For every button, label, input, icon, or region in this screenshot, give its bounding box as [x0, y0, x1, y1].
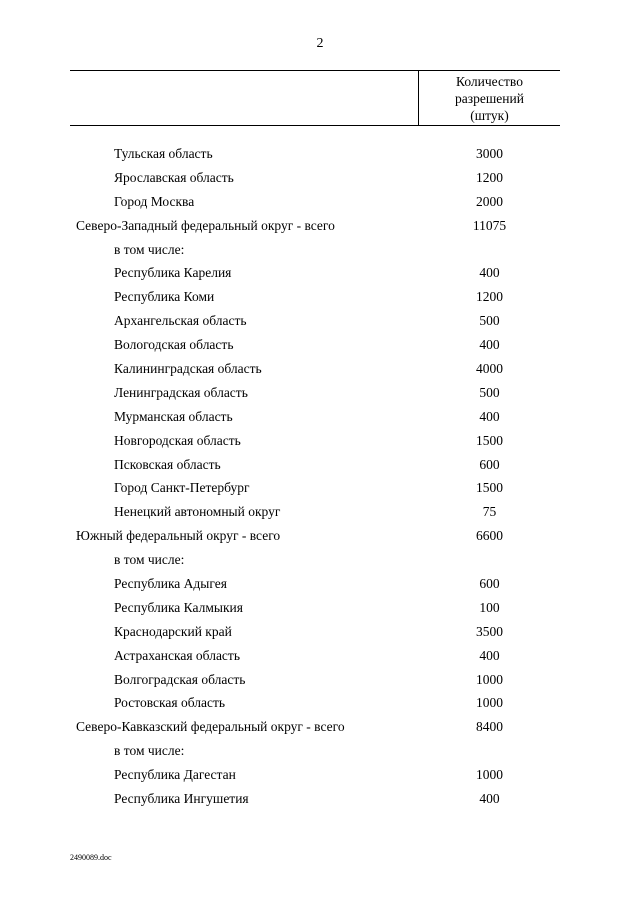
permit-count: 75 — [482, 504, 497, 520]
table-row — [70, 691, 560, 715]
table-row — [70, 572, 560, 596]
permit-count: 400 — [479, 408, 500, 424]
region-name: Республика Калмыкия — [114, 599, 243, 615]
permit-count: 400 — [479, 337, 500, 353]
permit-count: 1000 — [476, 695, 503, 711]
table-header — [70, 70, 560, 126]
region-name: Город Москва — [114, 193, 195, 209]
region-name: Республика Ингушетия — [114, 791, 249, 807]
table-row — [70, 238, 560, 262]
table-row — [70, 476, 560, 500]
region-name: в том числе: — [114, 743, 185, 759]
region-name: Ленинградская область — [114, 384, 248, 400]
page-number: 2 — [316, 36, 324, 51]
permit-count: 100 — [479, 599, 500, 615]
table-row — [70, 381, 560, 405]
column-title-line: разрешений — [455, 91, 524, 106]
permit-count: 1500 — [476, 480, 503, 496]
region-name: Северо-Западный федеральный округ - всего — [76, 217, 335, 233]
permit-count: 1000 — [476, 767, 503, 783]
region-name: Ростовская область — [114, 695, 225, 711]
permit-count: 400 — [479, 791, 500, 807]
table-body — [70, 142, 560, 811]
table-row — [70, 524, 560, 548]
footer-filename: 2490089.doc — [70, 853, 112, 862]
table-row — [70, 333, 560, 357]
region-name: Республика Карелия — [114, 265, 232, 281]
region-name: Республика Адыгея — [114, 576, 227, 592]
permit-count: 11075 — [472, 217, 507, 233]
table-row — [70, 285, 560, 309]
permit-count: 600 — [479, 576, 500, 592]
permit-count: 6600 — [476, 528, 503, 544]
table-row — [70, 405, 560, 429]
permit-count: 4000 — [476, 361, 503, 377]
permit-count: 3500 — [476, 623, 503, 639]
column-title-line: (штук) — [470, 108, 509, 123]
table-row — [70, 261, 560, 285]
table-row — [70, 357, 560, 381]
permit-count: 1500 — [476, 432, 503, 448]
table-row — [70, 142, 560, 166]
table-row — [70, 668, 560, 692]
table-row — [70, 620, 560, 644]
permit-count: 400 — [479, 647, 500, 663]
table-row — [70, 644, 560, 668]
table-row — [70, 166, 560, 190]
region-name: Астраханская область — [114, 647, 240, 663]
table-row — [70, 739, 560, 763]
region-name: Южный федеральный округ - всего — [76, 528, 281, 544]
region-name: Вологодская область — [114, 337, 234, 353]
region-name: Ненецкий автономный округ — [114, 504, 281, 520]
table-row — [70, 715, 560, 739]
permit-count: 500 — [479, 384, 500, 400]
permit-count: 400 — [479, 265, 500, 281]
permit-count: 3000 — [476, 146, 503, 161]
table-row — [70, 214, 560, 238]
table-row — [70, 596, 560, 620]
permit-count: 8400 — [476, 719, 503, 735]
permit-count: 1200 — [476, 289, 503, 305]
region-name: Ярославская область — [114, 169, 234, 185]
region-name: Новгородская область — [114, 432, 241, 448]
region-name: Архангельская область — [114, 313, 247, 329]
region-name: Республика Дагестан — [114, 767, 236, 783]
table-row — [70, 453, 560, 477]
table-row — [70, 548, 560, 572]
region-name: Тульская область — [114, 146, 213, 161]
permit-count: 600 — [479, 456, 500, 472]
permit-count: 1000 — [476, 671, 503, 687]
permit-count: 1200 — [476, 169, 503, 185]
region-name: Город Санкт-Петербург — [114, 480, 250, 496]
region-name: Калининградская область — [114, 361, 262, 377]
permit-count: 500 — [479, 313, 500, 329]
region-name: в том числе: — [114, 241, 185, 257]
region-name: Мурманская область — [114, 408, 233, 424]
table-row — [70, 429, 560, 453]
table-row — [70, 309, 560, 333]
permit-count: 2000 — [476, 193, 503, 209]
region-name: Северо-Кавказский федеральный округ - всего — [76, 719, 345, 735]
column-title — [419, 73, 560, 124]
region-name: в том числе: — [114, 552, 185, 568]
column-title-line: Количество — [456, 74, 523, 89]
table-row — [70, 500, 560, 524]
region-name: Псковская область — [114, 456, 221, 472]
region-name: Волгоградская область — [114, 671, 246, 687]
permits-table — [70, 70, 560, 811]
table-row — [70, 190, 560, 214]
region-name: Республика Коми — [114, 289, 215, 305]
table-row — [70, 763, 560, 787]
table-row — [70, 787, 560, 811]
region-name: Краснодарский край — [114, 623, 232, 639]
